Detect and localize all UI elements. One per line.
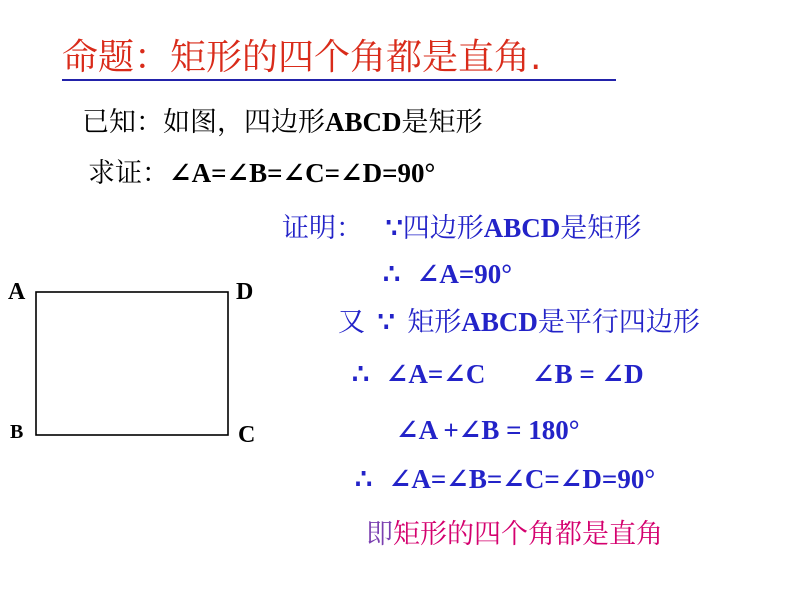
- conclusion-text: 矩形的四个角都是直角: [393, 519, 663, 550]
- therefore-symbol: ∴: [352, 359, 370, 389]
- prove-angles: ∠A=∠B=∠C=∠D=90°: [169, 158, 436, 188]
- proposition-title: 命题：矩形的四个角都是直角.: [62, 37, 542, 78]
- proof-line-6: [355, 462, 655, 497]
- given-quad-name: ABCD: [325, 107, 402, 137]
- because-symbol: ∵: [385, 213, 403, 243]
- proof-line-3-prefix: 又: [338, 307, 365, 338]
- given-suffix: 是矩形: [401, 107, 483, 138]
- vertex-label-c: C: [238, 422, 256, 448]
- proof-line-1-text1: 四边形: [402, 213, 484, 244]
- proof-line-2: [383, 257, 512, 292]
- therefore-symbol: ∴: [355, 464, 373, 494]
- proof-line-1-text2: 是矩形: [560, 213, 642, 244]
- proof-line-3: [338, 305, 700, 340]
- prove-prefix: 求证：: [88, 158, 169, 189]
- vertex-label-a: A: [8, 279, 26, 305]
- given-prefix: 已知：如图，四边形: [82, 107, 325, 138]
- proof-label: 证明：: [282, 213, 363, 244]
- proof-line-3-quad: ABCD: [461, 307, 538, 337]
- vertex-label-b: B: [10, 421, 24, 443]
- proof-line-2-angle: ∠A=90°: [416, 259, 513, 289]
- conclusion: [366, 518, 663, 552]
- prove-statement: [88, 156, 435, 191]
- proof-line-1: [282, 211, 641, 246]
- proof-line-5-sum: ∠A +∠B = 180°: [396, 415, 580, 445]
- proof-line-1-quad: ABCD: [483, 213, 561, 243]
- proof-line-4: [352, 357, 644, 392]
- proof-line-4-eq1: ∠A=∠C: [385, 359, 486, 389]
- because-symbol: ∵: [377, 307, 395, 337]
- proof-line-6-angles: ∠A=∠B=∠C=∠D=90°: [388, 464, 656, 494]
- vertex-label-d: D: [236, 279, 254, 305]
- proof-line-4-eq2: ∠B = ∠D: [532, 359, 644, 389]
- rectangle-abcd: [36, 292, 228, 435]
- proof-line-3-text1: 矩形: [407, 307, 462, 338]
- given-statement: [82, 105, 483, 140]
- proof-line-3-text2: 是平行四边形: [537, 307, 700, 338]
- conclusion-prefix: 即: [366, 519, 393, 550]
- therefore-symbol: ∴: [383, 259, 401, 289]
- proof-line-5: [396, 413, 580, 448]
- title-underline: [62, 79, 616, 81]
